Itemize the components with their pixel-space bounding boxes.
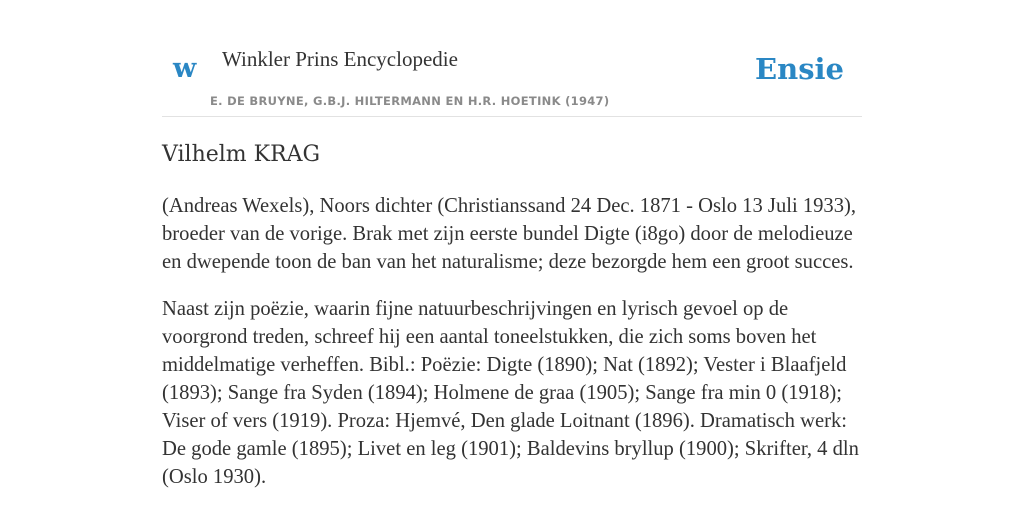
- source-authors: E. DE BRUYNE, G.B.J. HILTERMANN EN H.R. HOETINK (1947): [210, 94, 610, 108]
- article-paragraph: Naast zijn poëzie, waarin fijne natuurbeschrijvingen en lyrisch gevoel op de voorgrond treden, schreef hij een aantal toneelstukken, die zich soms boven het middelmatige verheffen. Bibl.: Poëzie: Digte (1890); Nat (1892); Vester i Blaafjeld (1893); Sange fra Syden (1894); Holmene de graa (1905); Sange fra min 0 (1918); Viser of vers (1919). Proza: Hjemvé, Den glade Loitnant (1896). Dramatisch werk: De gode gamle (1895); Livet en leg (1901); Baldevins bryllup (1900); Skrifter, 4 dln (Oslo 1930).: [162, 298, 859, 488]
- article-body: [162, 192, 862, 510]
- article-paragraph: (Andreas Wexels), Noors dichter (Christianssand 24 Dec. 1871 - Oslo 13 Juli 1933), broeder van de vorige. Brak met zijn eerste bundel Digte (i8go) door de melodieuze en dwepende toon de ban van het naturalisme; deze bezorgde hem een groot succes.: [162, 195, 857, 273]
- winkler-prins-logo[interactable]: w: [173, 53, 197, 84]
- site-header: [162, 0, 862, 117]
- ensie-home-link[interactable]: Ensie: [755, 52, 844, 86]
- article-title: Vilhelm KRAG: [162, 142, 321, 167]
- source-title[interactable]: Winkler Prins Encyclopedie: [222, 47, 458, 71]
- page: [162, 0, 862, 488]
